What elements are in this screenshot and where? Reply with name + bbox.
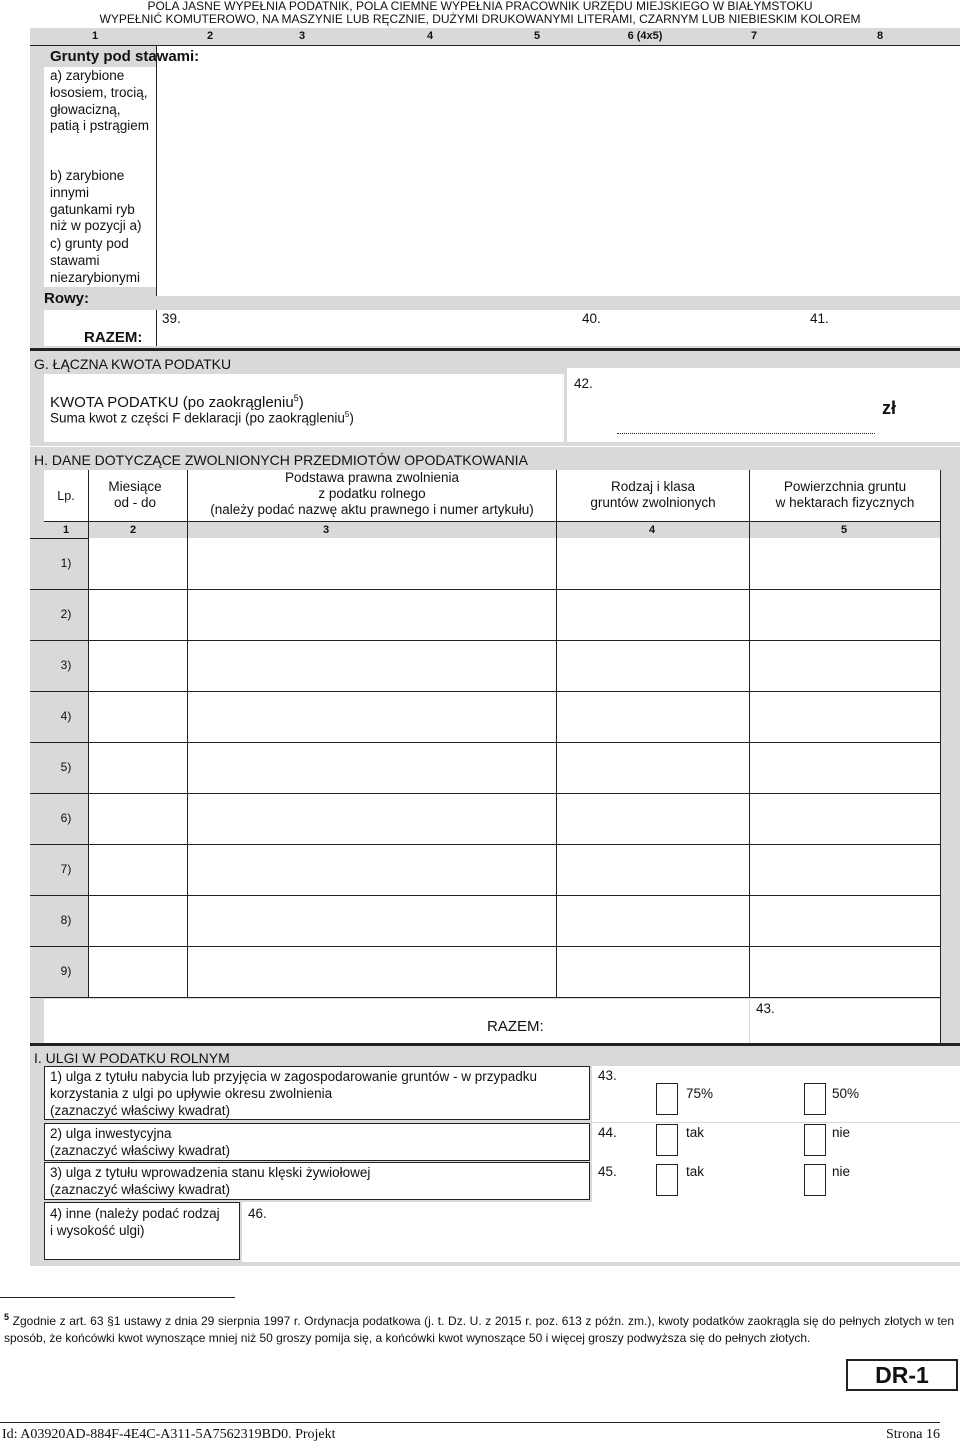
- grunty-c-label: c) grunty pod stawami niezarybionymi: [50, 236, 141, 285]
- field-42-box[interactable]: [567, 368, 960, 442]
- field-42: 42.: [574, 376, 593, 391]
- top-col-numbers: [30, 30, 960, 46]
- col-num: 1: [91, 30, 99, 42]
- h-razem-cell: [44, 999, 749, 1043]
- suma-label: [50, 407, 354, 427]
- footnote-text: Zgodnie z art. 63 §1 ustawy z dnia 29 sierpnia 1997 r. Ordynacja podatkowa (j. t. Dz. U. z 2015 r. poz. 613 z późn. zm.), kwoty podatków zaokrągla się do pełnych złotych w ten sposób, że końcówki kwot wynoszące mniej niż 50 groszy pomija się, a końcówki kwot wynoszące 50 i więcej groszy podwyższa się do pełnych złotych.: [4, 1314, 954, 1345]
- ulga1-line3: (zaznaczyć właściwy kwadrat): [50, 1103, 231, 1118]
- row-label: 7): [60, 862, 72, 876]
- ulga3-label: [50, 1164, 370, 1198]
- checkbox-50[interactable]: [804, 1083, 826, 1115]
- kwota-label-text: KWOTA PODATKU (po zaokrągleniu: [50, 394, 294, 411]
- col-num: 2: [129, 524, 137, 536]
- ulga4-line1: 4) inne (należy podać rodzaj: [50, 1206, 220, 1221]
- col-miesiace-2: od - do: [113, 495, 157, 510]
- checkbox-45-tak[interactable]: [656, 1164, 678, 1196]
- field-39[interactable]: 39.: [162, 311, 181, 326]
- col-num: 3: [298, 30, 306, 42]
- col-podstawa-2: z podatku rolnego: [318, 486, 426, 501]
- field-43b: 43.: [598, 1068, 617, 1083]
- grunty-b-label: b) zarybione innymi gatunkami ryb niż w pozycji a): [50, 168, 142, 234]
- field-44: 44.: [598, 1125, 617, 1140]
- field-45-box: [592, 1162, 960, 1202]
- section-g-title: G. ŁĄCZNA KWOTA PODATKU: [34, 356, 232, 372]
- suma-close: ): [349, 410, 354, 426]
- ulga3-line2: (zaznaczyć właściwy kwadrat): [50, 1182, 231, 1197]
- field-46-box[interactable]: [242, 1202, 960, 1262]
- col-podstawa-3: (należy podać nazwę aktu prawnego i numer artykułu): [210, 502, 534, 517]
- row-label: 9): [60, 964, 72, 978]
- col-num: 2: [206, 30, 214, 42]
- section-i-title: I. ULGI W PODATKU ROLNYM: [34, 1050, 230, 1066]
- field-45: 45.: [598, 1164, 617, 1179]
- ulga1-label: [50, 1068, 537, 1119]
- field-41[interactable]: 41.: [810, 311, 829, 326]
- row-label: 2): [60, 607, 72, 621]
- razem-label: RAZEM:: [84, 329, 143, 346]
- row-label: 1): [60, 556, 72, 570]
- field-43: 43.: [756, 1001, 775, 1016]
- row-label: 5): [60, 760, 72, 774]
- ulga4-label: [50, 1205, 220, 1239]
- suma-sup: 5: [344, 410, 350, 419]
- option-50: 50%: [832, 1086, 860, 1101]
- col-pow-1: Powierzchnia gruntu: [783, 479, 907, 494]
- checkbox-44-tak[interactable]: [656, 1124, 678, 1156]
- col-podstawa-1: Podstawa prawna zwolnienia: [284, 470, 460, 485]
- col-podstawa: [188, 470, 556, 518]
- checkbox-75[interactable]: [656, 1083, 678, 1115]
- ulga3-line1: 3) ulga z tytułu wprowadzenia stanu klęski żywiołowej: [50, 1165, 371, 1180]
- option-44-tak: tak: [686, 1125, 705, 1140]
- header-line-1: POLA JASNE WYPEŁNIA PODATNIK, POLA CIEMNE WYPEŁNIA PRACOWNIK URZĘDU MIEJSKIEGO W BIAŁYMSTOKU: [147, 0, 813, 13]
- field-44-box: [592, 1123, 960, 1163]
- footnote: [4, 1309, 954, 1347]
- section-h-title: H. DANE DOTYCZĄCE ZWOLNIONYCH PRZEDMIOTÓW OPODATKOWANIA: [34, 452, 528, 468]
- footnote-number: 5: [4, 1312, 10, 1322]
- ulga1-line1: 1) ulga z tytułu nabycia lub przyjęcia w zagospodarowanie gruntów - w przypadku: [50, 1069, 538, 1084]
- ulga2-line2: (zaznaczyć właściwy kwadrat): [50, 1143, 231, 1158]
- col-rodzaj: [556, 479, 750, 511]
- h-razem-label: RAZEM:: [487, 1018, 544, 1035]
- footer-page: Strona 16: [885, 1427, 940, 1442]
- grunty-a-label: a) zarybione łososiem, trocią, głowacizną, patią i pstrągiem: [50, 68, 150, 134]
- h-col-numbers: [44, 524, 940, 538]
- col-num: 5: [840, 524, 848, 536]
- field-46: 46.: [248, 1206, 267, 1221]
- col-num: 4: [648, 524, 656, 536]
- col-rodzaj-1: Rodzaj i klasa: [610, 479, 696, 494]
- ulga2-line1: 2) ulga inwestycyjna: [50, 1126, 172, 1141]
- field-42-line: [617, 433, 875, 434]
- header-line-2: WYPEŁNIĆ KOMUTEROWO, NA MASZYNIE LUB RĘCZNIE, DUŻYMI DRUKOWANYMI LITERAMI, CZARNYM LUB NIEBIESKIM KOLOREM: [99, 12, 861, 26]
- row-label: 8): [60, 913, 72, 927]
- ulga1-line2: korzystania z ulgi po upływie okresu zwolnienia: [50, 1086, 333, 1101]
- field-40[interactable]: 40.: [582, 311, 601, 326]
- col-pow-2: w hektarach fizycznych: [775, 495, 915, 510]
- col-num: 6 (4x5): [627, 30, 663, 42]
- kwota-close: ): [298, 394, 304, 411]
- grunty-data-area[interactable]: [156, 46, 960, 296]
- col-num: 1: [62, 524, 70, 536]
- checkbox-45-nie[interactable]: [804, 1164, 826, 1196]
- suma-label-text: Suma kwot z części F deklaracji (po zaokrągleniu: [50, 410, 345, 426]
- grunty-title: Grunty pod stawami:: [50, 48, 200, 65]
- option-45-tak: tak: [686, 1164, 705, 1179]
- row-label: 6): [60, 811, 72, 825]
- col-num: 4: [426, 30, 434, 42]
- currency-zl: zł: [882, 398, 897, 418]
- checkbox-44-nie[interactable]: [804, 1124, 826, 1156]
- col-powierzchnia: [750, 479, 940, 511]
- col-rodzaj-2: gruntów zwolnionych: [590, 495, 716, 510]
- row-label: 4): [60, 709, 72, 723]
- option-75: 75%: [686, 1086, 714, 1101]
- col-num: 3: [322, 524, 330, 536]
- section-h-data-area[interactable]: [88, 538, 940, 998]
- col-num: 7: [750, 30, 758, 42]
- col-miesiace: [90, 479, 180, 511]
- footer-id: Id: A03920AD-884F-4E4C-A311-5A7562319BD0. Projekt: [2, 1427, 336, 1442]
- field-43b-box: [592, 1066, 960, 1122]
- option-44-nie: nie: [832, 1125, 851, 1140]
- col-miesiace-1: Miesiące: [108, 479, 162, 494]
- field-43-box[interactable]: [750, 999, 940, 1043]
- ulga4-line2: i wysokość ulgi): [50, 1223, 145, 1238]
- col-lp: Lp.: [57, 489, 75, 503]
- col-num: 5: [533, 30, 541, 42]
- row-label: 3): [60, 658, 72, 672]
- rowy-label: Rowy:: [44, 290, 89, 307]
- col-num: 8: [876, 30, 884, 42]
- kwota-sup: 5: [293, 393, 299, 403]
- ulga2-label: [50, 1125, 230, 1159]
- option-45-nie: nie: [832, 1164, 851, 1179]
- form-code: DR-1: [846, 1359, 958, 1391]
